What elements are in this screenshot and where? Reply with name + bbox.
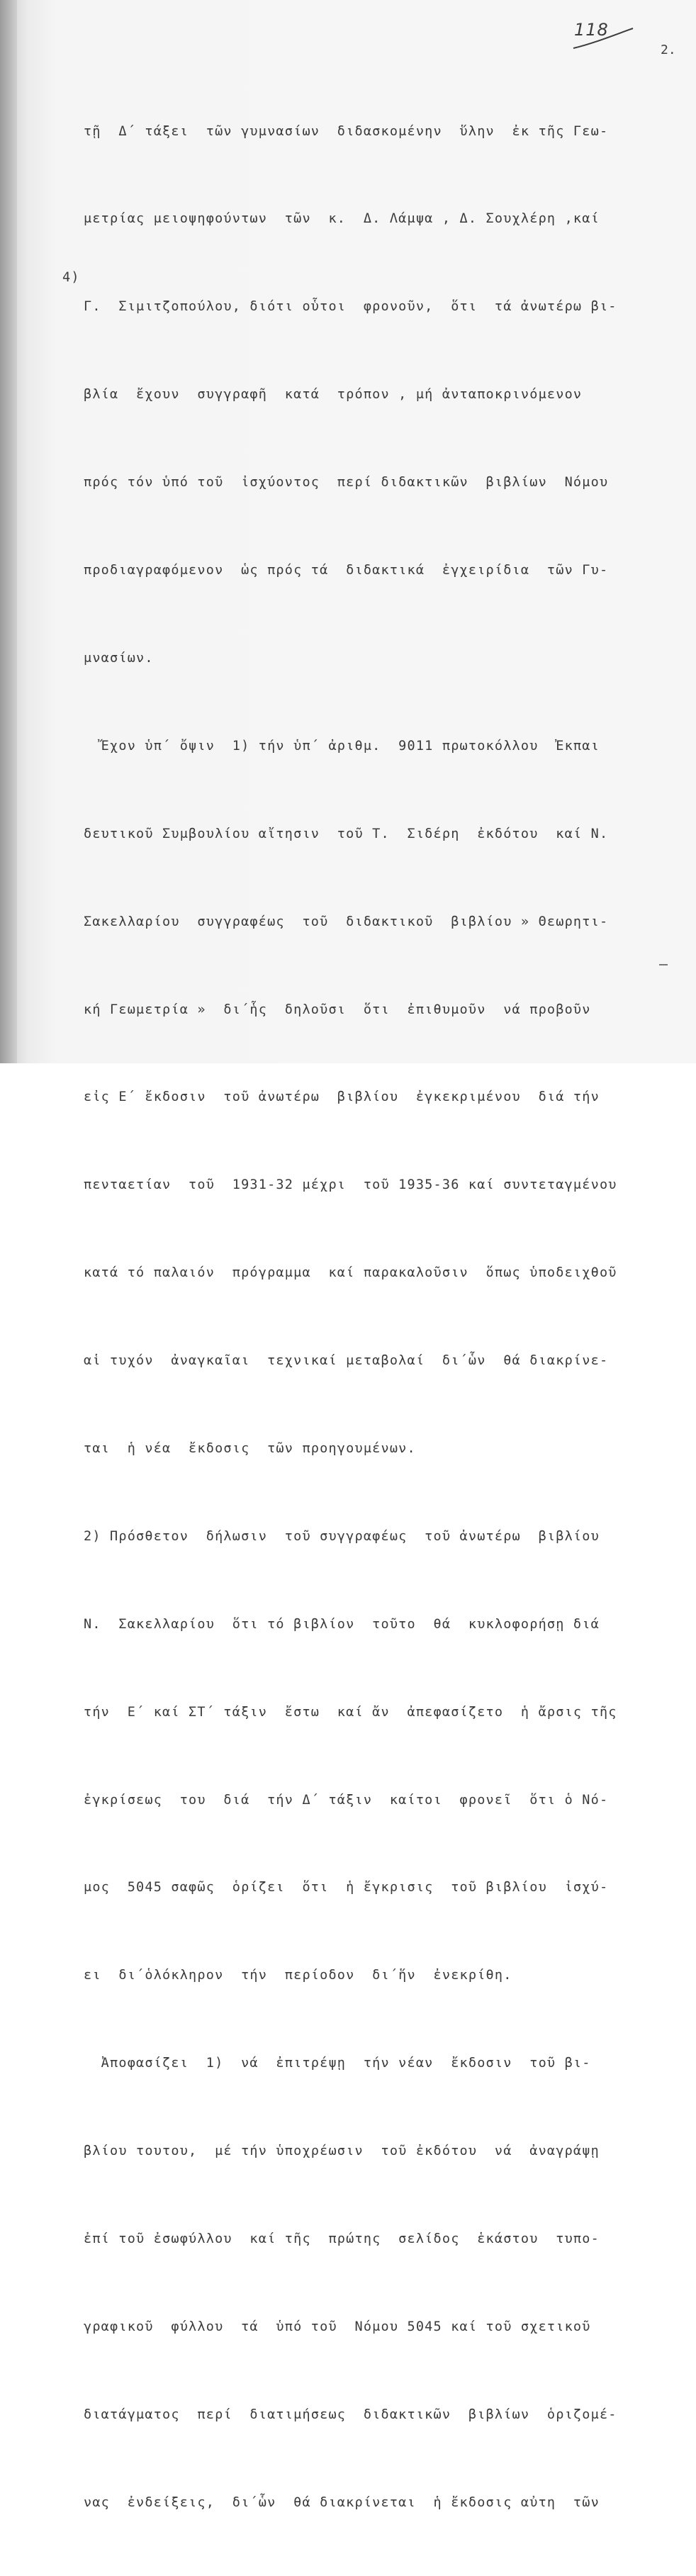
text-line: Σακελλαρίου συγγραφέως τοῦ διδακτικοῦ βιβλίου » Θεωρητι- <box>84 914 609 929</box>
text-line: γραφικοῦ φύλλου τά ὑπό τοῦ Νόμου 5045 καί τοῦ σχετικοῦ <box>84 2319 591 2334</box>
text-line: κατά τό παλαιόν πρόγραμμα καί παρακαλοῦσιν ὅπως ὑποδειχθοῦ <box>84 1265 617 1281</box>
text-line: νας ἐνδείξεις, δι΄ὧν θά διακρίνεται ἡ ἔκδοσις αὐτη τῶν <box>84 2494 600 2510</box>
text-line: προδιαγραφόμενον ὡς πρός τά διδακτικά ἐγχειρίδια τῶν Γυ- <box>84 563 609 578</box>
text-line: Ν. Σακελλαρίου ὅτι τό βιβλίον τοῦτο θά κυκλοφορήσῃ διά <box>84 1616 600 1632</box>
text-line: αἱ τυχόν ἀναγκαῖαι τεχνικαί μεταβολαί δι΄ὧν θά διακρίνε- <box>84 1353 609 1369</box>
folio-underline-stroke <box>571 27 636 52</box>
text-line: Ἀποφασίζει 1) νά ἐπιτρέψῃ τήν νέαν ἔκδοσιν τοῦ βι- <box>84 2056 591 2071</box>
text-line: ει δι΄ὁλόκληρον τήν περίοδον δι΄ἥν ἐνεκρίθη. <box>84 1968 512 1983</box>
margin-dash <box>659 964 668 965</box>
text-line: βλίου τουτου, μέ τήν ὑποχρέωσιν τοῦ ἐκδότου νά ἀναγράψῃ <box>84 2144 600 2159</box>
text-line: ἐπί τοῦ ἐσωφύλλου καί τῆς πρώτης σελίδος ἑκάστου τυπο- <box>84 2231 600 2246</box>
text-line: μος 5045 σαφῶς ὁρίζει ὅτι ἡ ἔγκρισις τοῦ βιβλίου ἰσχύ- <box>84 1880 609 1895</box>
text-line: ἐγκρίσεως του διά τήν Δ΄ τάξιν καίτοι φρονεῖ ὅτι ὁ Νό- <box>84 1792 609 1808</box>
text-line: βλία ἔχουν συγγραφῆ κατά τρόπον , μή ἀνταποκρινόμενον <box>84 387 583 403</box>
text-line: εἰς Ε΄ ἔκδοσιν τοῦ ἀνωτέρω βιβλίου ἐγκεκριμένου διά τήν <box>84 1090 600 1105</box>
folio-number: 118 <box>574 20 609 40</box>
text-line: ται ἡ νέα ἔκδοσις τῶν προηγουμένων. <box>84 1440 416 1456</box>
text-line: τῇ Δ΄ τάξει τῶν γυμνασίων διδασκομένην ὕλην ἐκ τῆς Γεω- <box>84 123 609 139</box>
text-line: Ἔχον ὑπ΄ ὄψιν 1) τήν ὑπ΄ ἀριθμ. 9011 πρωτοκόλλου Ἐκπαι <box>84 738 600 754</box>
item-marker: 4) <box>62 270 80 285</box>
text-line: 2) Πρόσθετον δήλωσιν τοῦ συγγραφέως τοῦ ἀνωτέρω βιβλίου <box>84 1528 600 1544</box>
text-line: μνασίων. <box>84 650 154 666</box>
text-line: κή Γεωμετρία » δι΄ἧς δηλοῦσι ὅτι ἐπιθυμοῦν νά προβοῦν <box>84 1002 591 1017</box>
text-line: πρός τόν ὑπό τοῦ ἰσχύοντος περί διδακτικῶν βιβλίων Νόμου <box>84 475 609 491</box>
binding-shadow <box>0 0 17 1063</box>
text-line: τήν Ε΄ καί ΣΤ΄ τάξιν ἔστω καί ἄν ἀπεφασίζετο ἡ ἄρσις τῆς <box>84 1704 617 1720</box>
typed-body <box>84 58 686 2576</box>
text-line: Γ. Σιμιτζοπούλου, διότι οὗτοι φρονοῦν, ὅτι τά ἀνωτέρω βι- <box>84 299 617 315</box>
page-number: 2. <box>661 43 676 57</box>
text-line: πενταετίαν τοῦ 1931-32 μέχρι τοῦ 1935-36 καί συντεταγμένου <box>84 1177 617 1193</box>
text-line: διατάγματος περί διατιμήσεως διδακτικῶν βιβλίων ὁριζομέ- <box>84 2407 617 2422</box>
text-line: μετρίας μειοψηφούντων τῶν κ. Δ. Λάμψα , Δ. Σουχλέρη ,καί <box>84 211 600 227</box>
text-line: δευτικοῦ Συμβουλίου αἴτησιν τοῦ Τ. Σιδέρη ἐκδότου καί Ν. <box>84 826 609 841</box>
